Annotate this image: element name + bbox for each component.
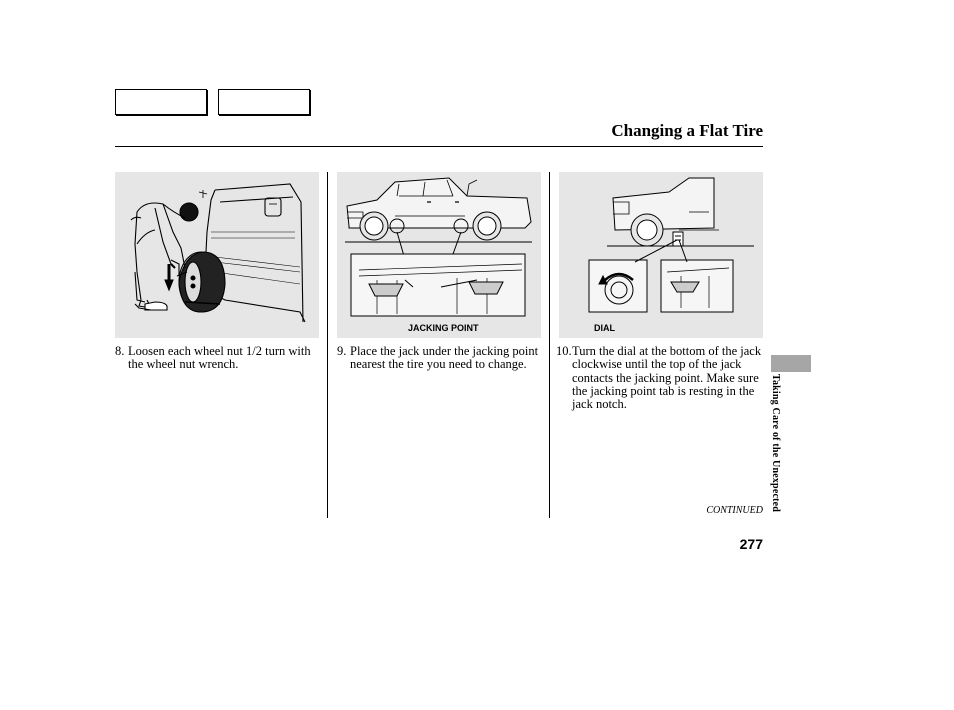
column-divider-2	[549, 172, 550, 518]
section-label	[770, 374, 786, 534]
dial-caption: DIAL	[594, 323, 615, 333]
step-text: Loosen each wheel nut 1/2 turn with the wheel nut wrench.	[128, 344, 311, 372]
jacking-point-caption: JACKING POINT	[408, 323, 479, 333]
title-rule	[115, 146, 763, 147]
step-number: 10.	[556, 344, 572, 358]
step-text: Turn the dial at the bottom of the jack clockwise until the top of the jack contacts the jacking point. Make sure the jacking point tab is resting in the jack notch.	[572, 344, 762, 412]
step-text: Place the jack under the jacking point nearest the tire you need to change.	[350, 344, 539, 372]
page-title: Changing a Flat Tire	[611, 121, 763, 140]
figure-jacking-points	[337, 172, 541, 338]
figure-loosen-wheel-nut	[115, 172, 319, 338]
column-divider-1	[327, 172, 328, 518]
step-number: 8.	[115, 344, 125, 358]
nav-button-2[interactable]	[218, 89, 310, 115]
page-number: 277	[739, 536, 763, 552]
step-number: 9.	[337, 344, 347, 358]
continued-label: CONTINUED	[706, 505, 763, 516]
jacking-points-illustration	[337, 172, 541, 338]
section-label-text: Taking Care of the Unexpected	[770, 374, 781, 513]
figure-jack-dial	[559, 172, 763, 338]
jack-dial-illustration	[559, 172, 763, 338]
loosen-wheel-nut-illustration	[115, 172, 319, 338]
section-tab[interactable]	[771, 355, 811, 372]
nav-button-1[interactable]	[115, 89, 207, 115]
